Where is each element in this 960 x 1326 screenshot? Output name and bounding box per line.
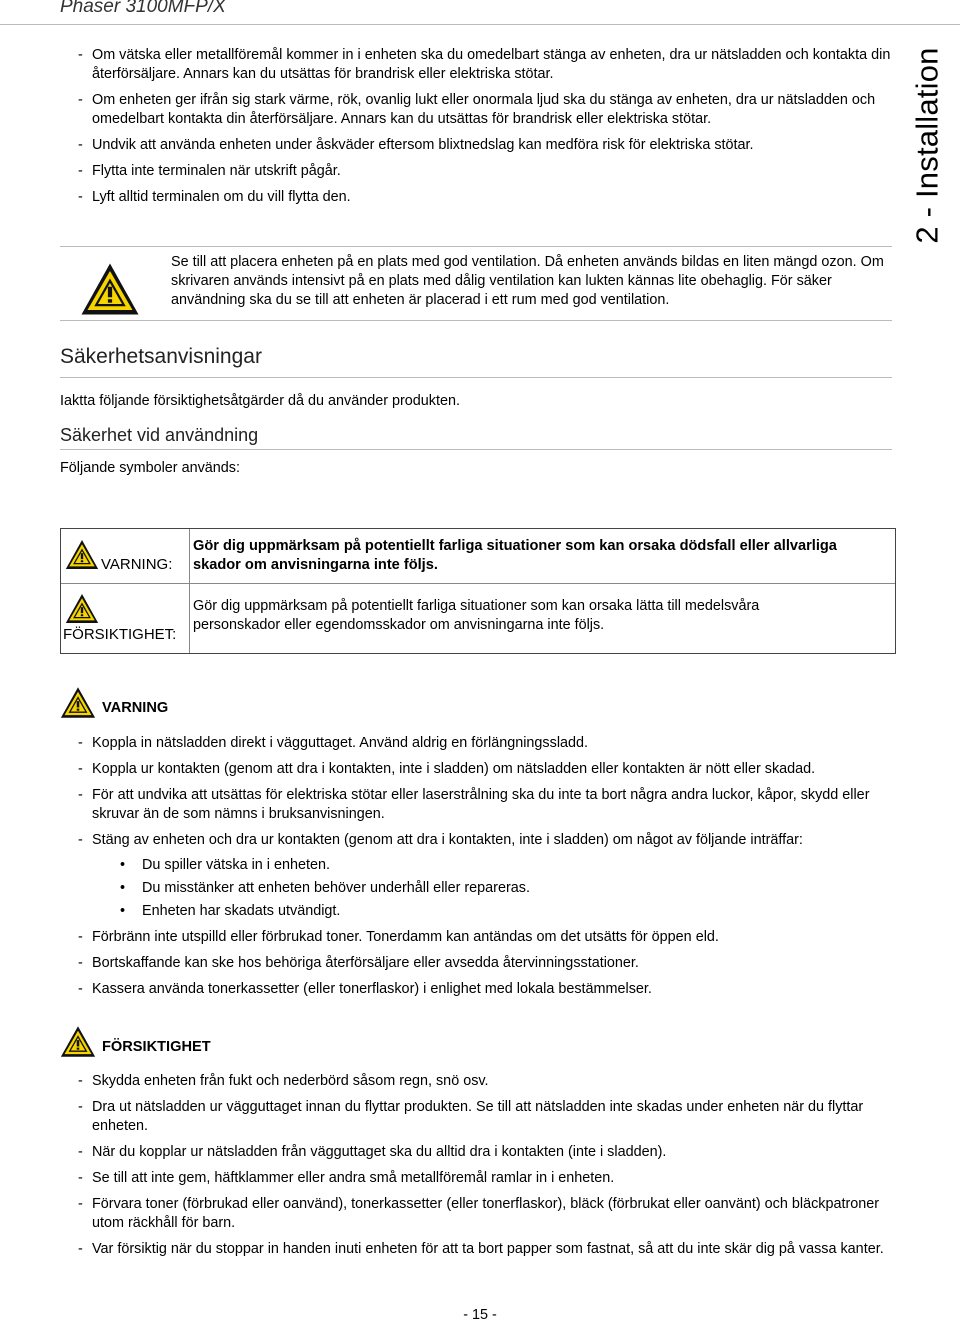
ventilation-note: Se till att placera enheten på en plats med god ventilation. Då enheten används bildas en liten mängd ozon. Om skrivaren används intensivt på en plats med dålig ventilation kan lukten kännas lite obehaglig. För säker användning ska du se till att enheten är placerad i ett rum med god ventilation. (171, 254, 884, 308)
forsiktighet-section (60, 1072, 900, 1266)
note-bottom-rule (60, 320, 892, 321)
list-item: - När du kopplar ur nätsladden från vägguttaget ska du alltid dra i kontakten (inte i sladden). (60, 1143, 900, 1162)
varning-list (60, 734, 900, 999)
header-rule (0, 24, 960, 25)
list-item: - Om enheten ger ifrån sig stark värme, rök, ovanlig lukt eller onormala ljud ska du stänga av enheten, dra ur nätsladden och omedelbart kontakta din återförsäljare. Annars kan du utsättas för brandrisk eller elektriska stötar. (60, 91, 900, 129)
sub-bullet-item: • Du misstänker att enheten behöver underhåll eller repareras. (60, 879, 900, 898)
top-precautions (60, 46, 900, 214)
section-title: Säkerhetsanvisningar (60, 345, 262, 368)
list-item (60, 831, 900, 921)
list-item: - Kassera använda tonerkassetter (eller tonerflaskor) i enlighet med lokala bestämmelser. (60, 980, 900, 999)
chapter-side-tab-label: 2 - Installation (910, 46, 946, 244)
sub-bullet-item: • Du spiller vätska in i enheten. (60, 856, 900, 875)
forsiktighet-list (60, 1072, 900, 1259)
warning-icon (65, 539, 99, 571)
list-item: - Koppla in nätsladden direkt i vägguttaget. Använd aldrig en förlängningssladd. (60, 734, 900, 753)
list-item: - Dra ut nätsladden ur vägguttaget innan du flyttar produkten. Se till att nätsladden inte skadas under enheten när du flyttar enheten. (60, 1098, 900, 1136)
varning-sub-bullets (60, 856, 900, 921)
list-item-text: Stäng av enheten och dra ur kontakten (genom att dra i kontakten, inte i sladden) om något av följande inträffar: (92, 832, 803, 848)
table-column-divider (189, 529, 190, 653)
table-divider (61, 583, 895, 584)
chapter-side-tab (895, 30, 960, 260)
list-item: - Lyft alltid terminalen om du vill flytta den. (60, 188, 900, 207)
list-item: - Förvara toner (förbrukad eller oanvänd), tonerkassetter (eller tonerflaskor), bläck (förbrukat eller oanvänt) och bläckpatroner utom räckhåll för barn. (60, 1195, 900, 1233)
list-item: - Skydda enheten från fukt och nederbörd såsom regn, snö osv. (60, 1072, 900, 1091)
warning-description: Gör dig uppmärksam på potentiellt farliga situationer som kan orsaka dödsfall eller allvarliga skador om anvisningarna inte följs. (193, 538, 837, 573)
varning-heading: VARNING (102, 700, 169, 716)
list-item: - Se till att inte gem, häftklammer eller andra små metallföremål ramlar in i enheten. (60, 1169, 900, 1188)
top-precautions-list (60, 46, 900, 207)
sub-section-rule (60, 449, 892, 450)
warning-icon (60, 686, 96, 719)
header-title: Phaser 3100MFP/X (60, 0, 226, 17)
list-item: - Om vätska eller metallföremål kommer in i enheten ska du omedelbart stänga av enheten, dra ur nätsladden och kontakta din återförsäljare. Annars kan du utsättas för brandrisk eller elektriska stötar. (60, 46, 900, 84)
symbols-table (60, 528, 896, 654)
caution-label: FÖRSIKTIGHET: (63, 626, 177, 643)
list-item: - Flytta inte terminalen när utskrift pågår. (60, 162, 900, 181)
sub-section-intro: Följande symboler används: (60, 460, 240, 476)
section-rule (60, 377, 892, 378)
sub-section-title: Säkerhet vid användning (60, 425, 259, 445)
forsiktighet-heading: FÖRSIKTIGHET (102, 1039, 211, 1055)
list-item: - Undvik att använda enheten under åskväder eftersom blixtnedslag kan medföra risk för elektriska stötar. (60, 136, 900, 155)
section-intro: Iaktta följande försiktighetsåtgärder då du använder produkten. (60, 393, 461, 409)
warning-label: VARNING: (101, 556, 173, 573)
caution-icon (60, 1025, 96, 1058)
note-top-rule (60, 246, 892, 247)
sub-bullet-item: • Enheten har skadats utvändigt. (60, 902, 900, 921)
caution-icon (65, 593, 99, 625)
list-item: - Var försiktig när du stoppar in handen inuti enheten för att ta bort papper som fastnat, så att du inte skär dig på vassa kanter. (60, 1240, 900, 1259)
warning-icon (80, 262, 140, 318)
list-item: - Förbränn inte utspilld eller förbrukad toner. Tonerdamm kan antändas om det utsätts för öppen eld. (60, 928, 900, 947)
list-item: - Koppla ur kontakten (genom att dra i kontakten, inte i sladden) om nätsladden eller kontakten är nött eller skadad. (60, 760, 900, 779)
list-item: - För att undvika att utsättas för elektriska stötar eller laserstrålning ska du inte ta bort några andra luckor, kåpor, skydd eller skruvar än de som nämns i bruksanvisningen. (60, 786, 900, 824)
list-item: - Bortskaffande kan ske hos behöriga återförsäljare eller avsedda återvinningsstationer. (60, 954, 900, 973)
caution-description: Gör dig uppmärksam på potentiellt farliga situationer som kan orsaka lätta till medelsvåra personskador eller egendomsskador om anvisningarna inte följs. (193, 598, 760, 633)
varning-section (60, 734, 900, 1006)
page-number: - 15 - (463, 1307, 497, 1323)
